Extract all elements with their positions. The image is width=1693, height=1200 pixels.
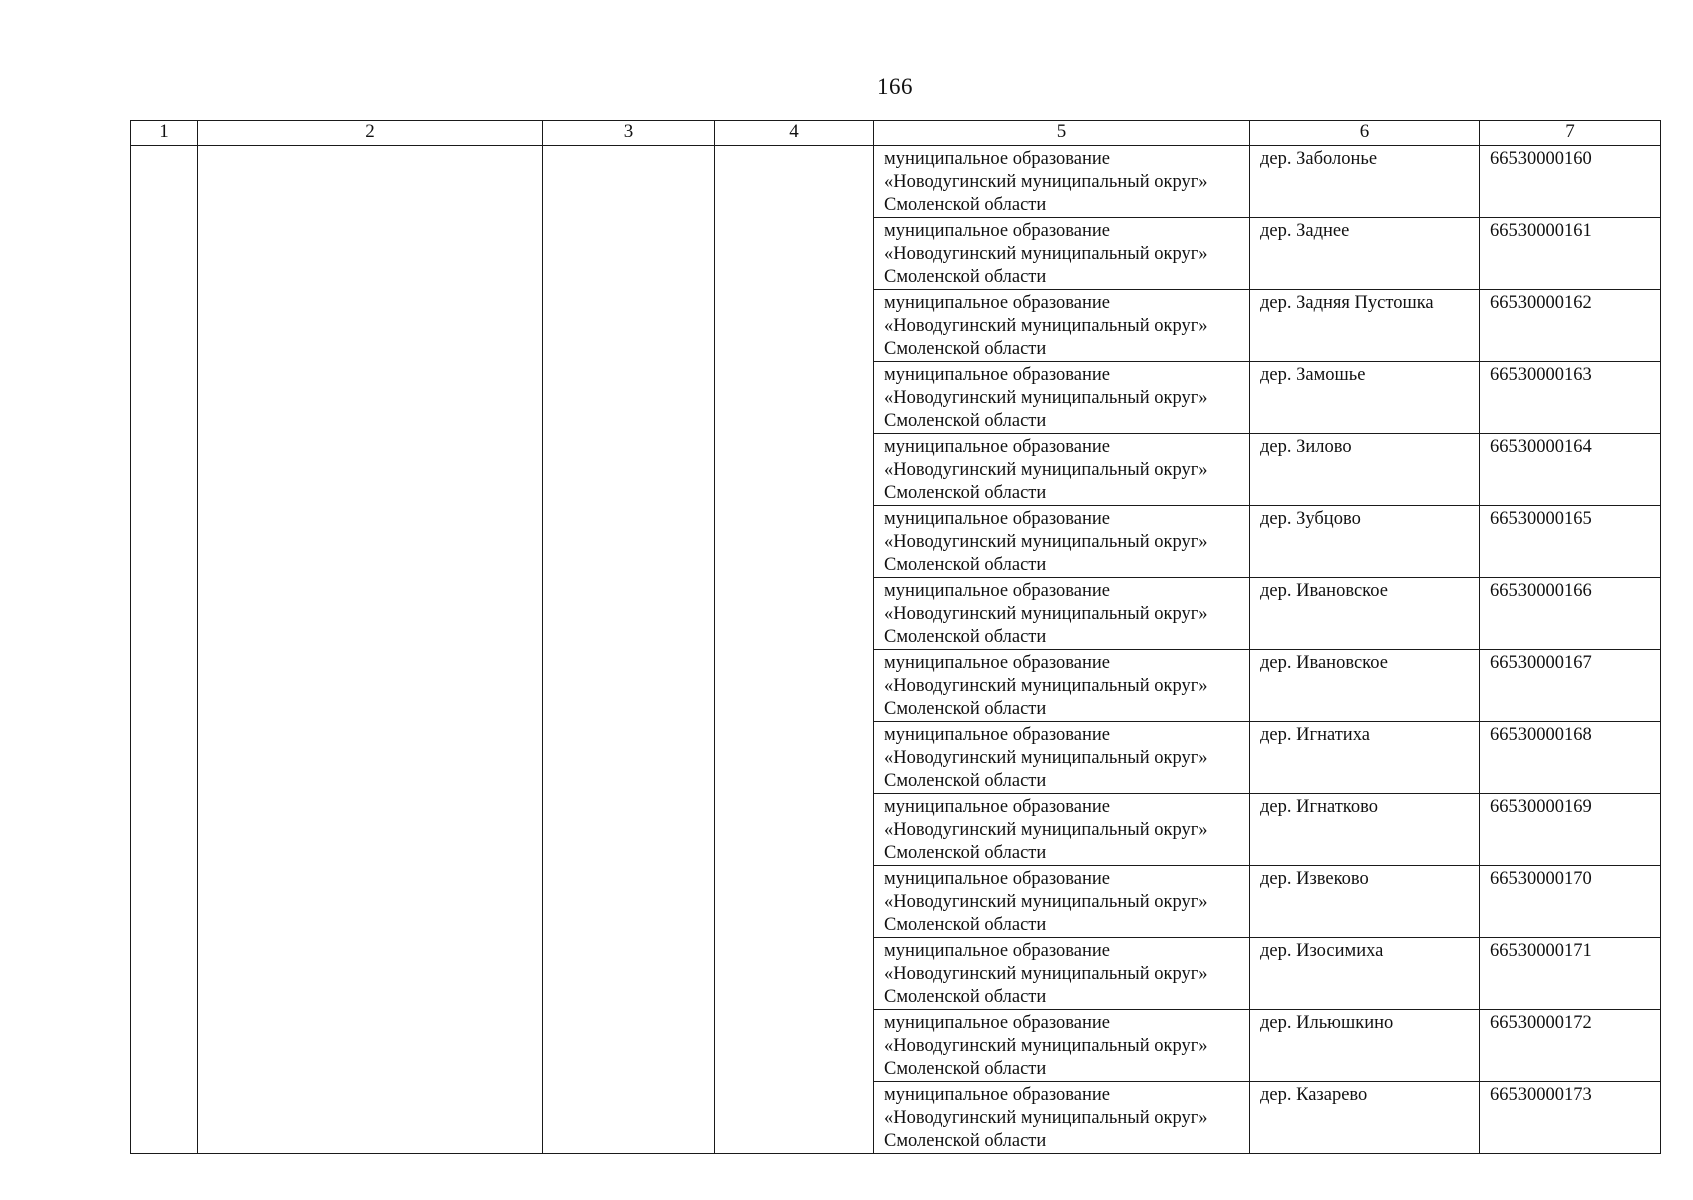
column-header-7: 7 [1480, 121, 1661, 146]
column-header-5: 5 [874, 121, 1250, 146]
code-cell: 66530000162 [1480, 290, 1661, 362]
settlement-cell: дер. Задняя Пустошка [1250, 290, 1480, 362]
code-cell: 66530000167 [1480, 650, 1661, 722]
table-body [131, 146, 1661, 1154]
table-row [131, 146, 1661, 218]
registry-table [130, 120, 1661, 1154]
settlement-cell: дер. Казарево [1250, 1082, 1480, 1154]
code-cell: 66530000169 [1480, 794, 1661, 866]
code-cell: 66530000168 [1480, 722, 1661, 794]
code-cell: 66530000163 [1480, 362, 1661, 434]
column-header-1: 1 [131, 121, 198, 146]
municipality-cell: муниципальное образование «Новодугинский муниципальный округ» Смоленской области [874, 650, 1250, 722]
page-number: 166 [877, 74, 913, 99]
municipality-cell: муниципальное образование «Новодугинский муниципальный округ» Смоленской области [874, 1010, 1250, 1082]
settlement-cell: дер. Замошье [1250, 362, 1480, 434]
empty-merged-cell-col-4 [715, 146, 874, 1154]
code-cell: 66530000173 [1480, 1082, 1661, 1154]
code-cell: 66530000166 [1480, 578, 1661, 650]
settlement-cell: дер. Ильюшкино [1250, 1010, 1480, 1082]
municipality-cell: муниципальное образование «Новодугинский муниципальный округ» Смоленской области [874, 290, 1250, 362]
code-cell: 66530000164 [1480, 434, 1661, 506]
municipality-cell: муниципальное образование «Новодугинский муниципальный округ» Смоленской области [874, 218, 1250, 290]
settlement-cell: дер. Игнатиха [1250, 722, 1480, 794]
municipality-cell: муниципальное образование «Новодугинский муниципальный округ» Смоленской области [874, 434, 1250, 506]
municipality-cell: муниципальное образование «Новодугинский муниципальный округ» Смоленской области [874, 794, 1250, 866]
empty-merged-cell-col-3 [543, 146, 715, 1154]
column-header-6: 6 [1250, 121, 1480, 146]
settlement-cell: дер. Ивановское [1250, 650, 1480, 722]
settlement-cell: дер. Извеково [1250, 866, 1480, 938]
municipality-cell: муниципальное образование «Новодугинский муниципальный округ» Смоленской области [874, 866, 1250, 938]
empty-merged-cell-col-1 [131, 146, 198, 1154]
code-cell: 66530000171 [1480, 938, 1661, 1010]
settlement-cell: дер. Зилово [1250, 434, 1480, 506]
municipality-cell: муниципальное образование «Новодугинский муниципальный округ» Смоленской области [874, 146, 1250, 218]
settlement-cell: дер. Заболонье [1250, 146, 1480, 218]
municipality-cell: муниципальное образование «Новодугинский муниципальный округ» Смоленской области [874, 938, 1250, 1010]
empty-merged-cell-col-2 [198, 146, 543, 1154]
settlement-cell: дер. Изосимиха [1250, 938, 1480, 1010]
municipality-cell: муниципальное образование «Новодугинский муниципальный округ» Смоленской области [874, 722, 1250, 794]
municipality-cell: муниципальное образование «Новодугинский муниципальный округ» Смоленской области [874, 578, 1250, 650]
municipality-cell: муниципальное образование «Новодугинский муниципальный округ» Смоленской области [874, 1082, 1250, 1154]
settlement-cell: дер. Игнатково [1250, 794, 1480, 866]
settlement-cell: дер. Ивановское [1250, 578, 1480, 650]
municipality-cell: муниципальное образование «Новодугинский муниципальный округ» Смоленской области [874, 506, 1250, 578]
municipality-cell: муниципальное образование «Новодугинский муниципальный округ» Смоленской области [874, 362, 1250, 434]
header-row [131, 121, 1661, 146]
code-cell: 66530000170 [1480, 866, 1661, 938]
code-cell: 66530000165 [1480, 506, 1661, 578]
settlement-cell: дер. Заднее [1250, 218, 1480, 290]
code-cell: 66530000161 [1480, 218, 1661, 290]
code-cell: 66530000160 [1480, 146, 1661, 218]
code-cell: 66530000172 [1480, 1010, 1661, 1082]
column-header-2: 2 [198, 121, 543, 146]
column-header-4: 4 [715, 121, 874, 146]
column-header-3: 3 [543, 121, 715, 146]
settlement-cell: дер. Зубцово [1250, 506, 1480, 578]
